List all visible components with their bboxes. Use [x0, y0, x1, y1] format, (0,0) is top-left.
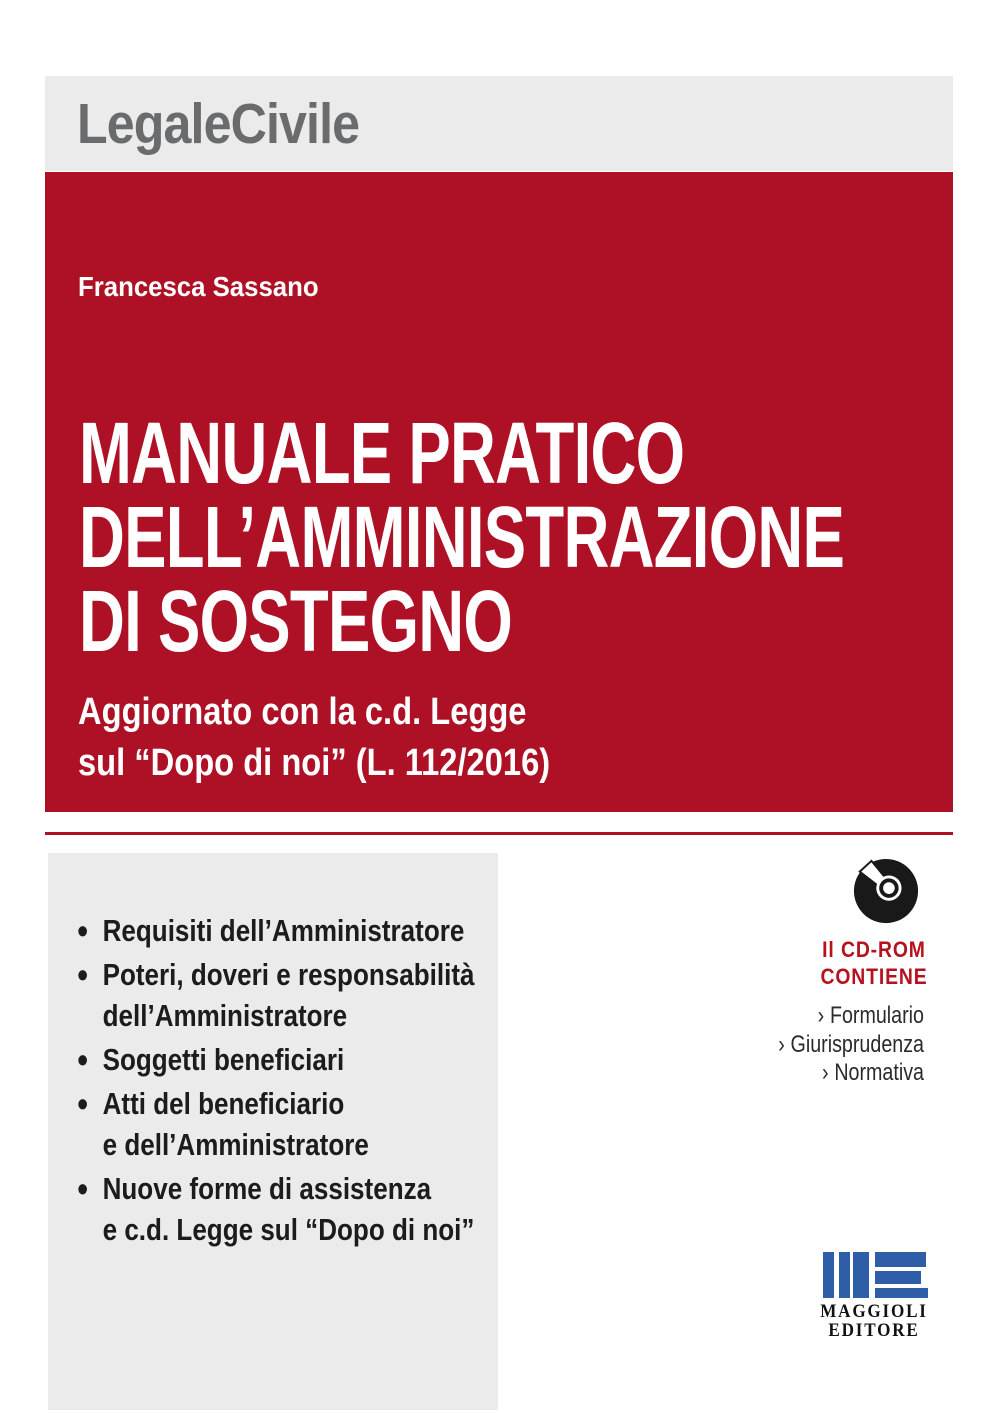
cdrom-heading — [786, 936, 962, 990]
subtitle-line: sul “Dopo di noi” (L. 112/2016) — [78, 742, 551, 784]
subtitle-line: Aggiornato con la c.d. Legge — [78, 691, 527, 733]
maggioli-logo-icon — [823, 1252, 928, 1298]
title-line: DELL’AMMINISTRAZIONE — [79, 489, 845, 586]
logo-bar — [853, 1252, 869, 1298]
topics-list — [48, 910, 586, 1253]
title-line: MANUALE PRATICO — [79, 405, 685, 502]
topic-item — [48, 910, 586, 951]
topic-line: dell’Amministratore — [102, 998, 348, 1033]
cdrom-item-label: Formulario — [829, 1002, 924, 1029]
cdrom-item-label: Normativa — [834, 1059, 924, 1086]
topic-line: e c.d. Legge sul “Dopo di noi” — [102, 1212, 475, 1247]
book-title — [79, 405, 845, 670]
logo-stripe — [875, 1252, 926, 1267]
series-band — [45, 76, 953, 171]
cdrom-heading-line: CONTIENE — [820, 964, 928, 989]
logo-stripe — [875, 1271, 921, 1284]
book-subtitle — [78, 687, 550, 789]
author-name: Francesca Sassano — [78, 271, 319, 302]
cdrom-item-label: Giurisprudenza — [790, 1030, 924, 1058]
topic-line: Requisiti dell’Amministratore — [102, 913, 465, 948]
publisher-name-line: EDITORE — [828, 1320, 920, 1341]
topic-text — [103, 954, 475, 1036]
cdrom-contents-list — [744, 1002, 924, 1088]
topic-line: Poteri, doveri e responsabilità — [102, 957, 475, 992]
chevron-icon: › — [778, 1030, 785, 1058]
topic-item — [48, 1039, 586, 1080]
bullet-icon: • — [77, 954, 88, 995]
logo-bar — [823, 1252, 834, 1298]
publisher-logo — [794, 1252, 954, 1340]
logo-bar — [839, 1252, 850, 1298]
divider-rule — [45, 832, 953, 835]
cd-disc-icon — [852, 858, 920, 926]
bullet-icon: • — [77, 1083, 88, 1124]
cdrom-heading-line: Il CD-ROM — [822, 937, 926, 962]
topics-panel — [48, 853, 498, 1410]
topic-line: e dell’Amministratore — [102, 1127, 369, 1162]
logo-stripe — [875, 1288, 928, 1298]
cdrom-item — [744, 1059, 924, 1088]
topic-line: Nuove forme di assistenza — [102, 1171, 432, 1206]
topic-text — [103, 1168, 475, 1250]
topic-line: Atti del beneficiario — [102, 1086, 345, 1121]
topic-text — [103, 1083, 369, 1165]
topic-text — [103, 1039, 345, 1080]
title-line: DI SOSTEGNO — [79, 573, 513, 670]
topic-item — [48, 954, 586, 1036]
topic-line: Soggetti beneficiari — [102, 1042, 345, 1077]
chevron-icon: › — [822, 1059, 829, 1086]
cdrom-item — [744, 1002, 924, 1031]
topic-item — [48, 1168, 586, 1250]
topic-text — [103, 910, 465, 951]
bullet-icon: • — [77, 1039, 88, 1080]
chevron-icon: › — [817, 1002, 825, 1029]
publisher-name-line: MAGGIOLI — [820, 1301, 928, 1322]
bullet-icon: • — [77, 910, 88, 951]
topic-item — [48, 1083, 586, 1165]
publisher-name — [802, 1302, 946, 1340]
bullet-icon: • — [77, 1168, 88, 1209]
cdrom-item — [744, 1031, 924, 1060]
title-block — [45, 172, 953, 812]
series-logo: LegaleCivile — [77, 92, 360, 156]
